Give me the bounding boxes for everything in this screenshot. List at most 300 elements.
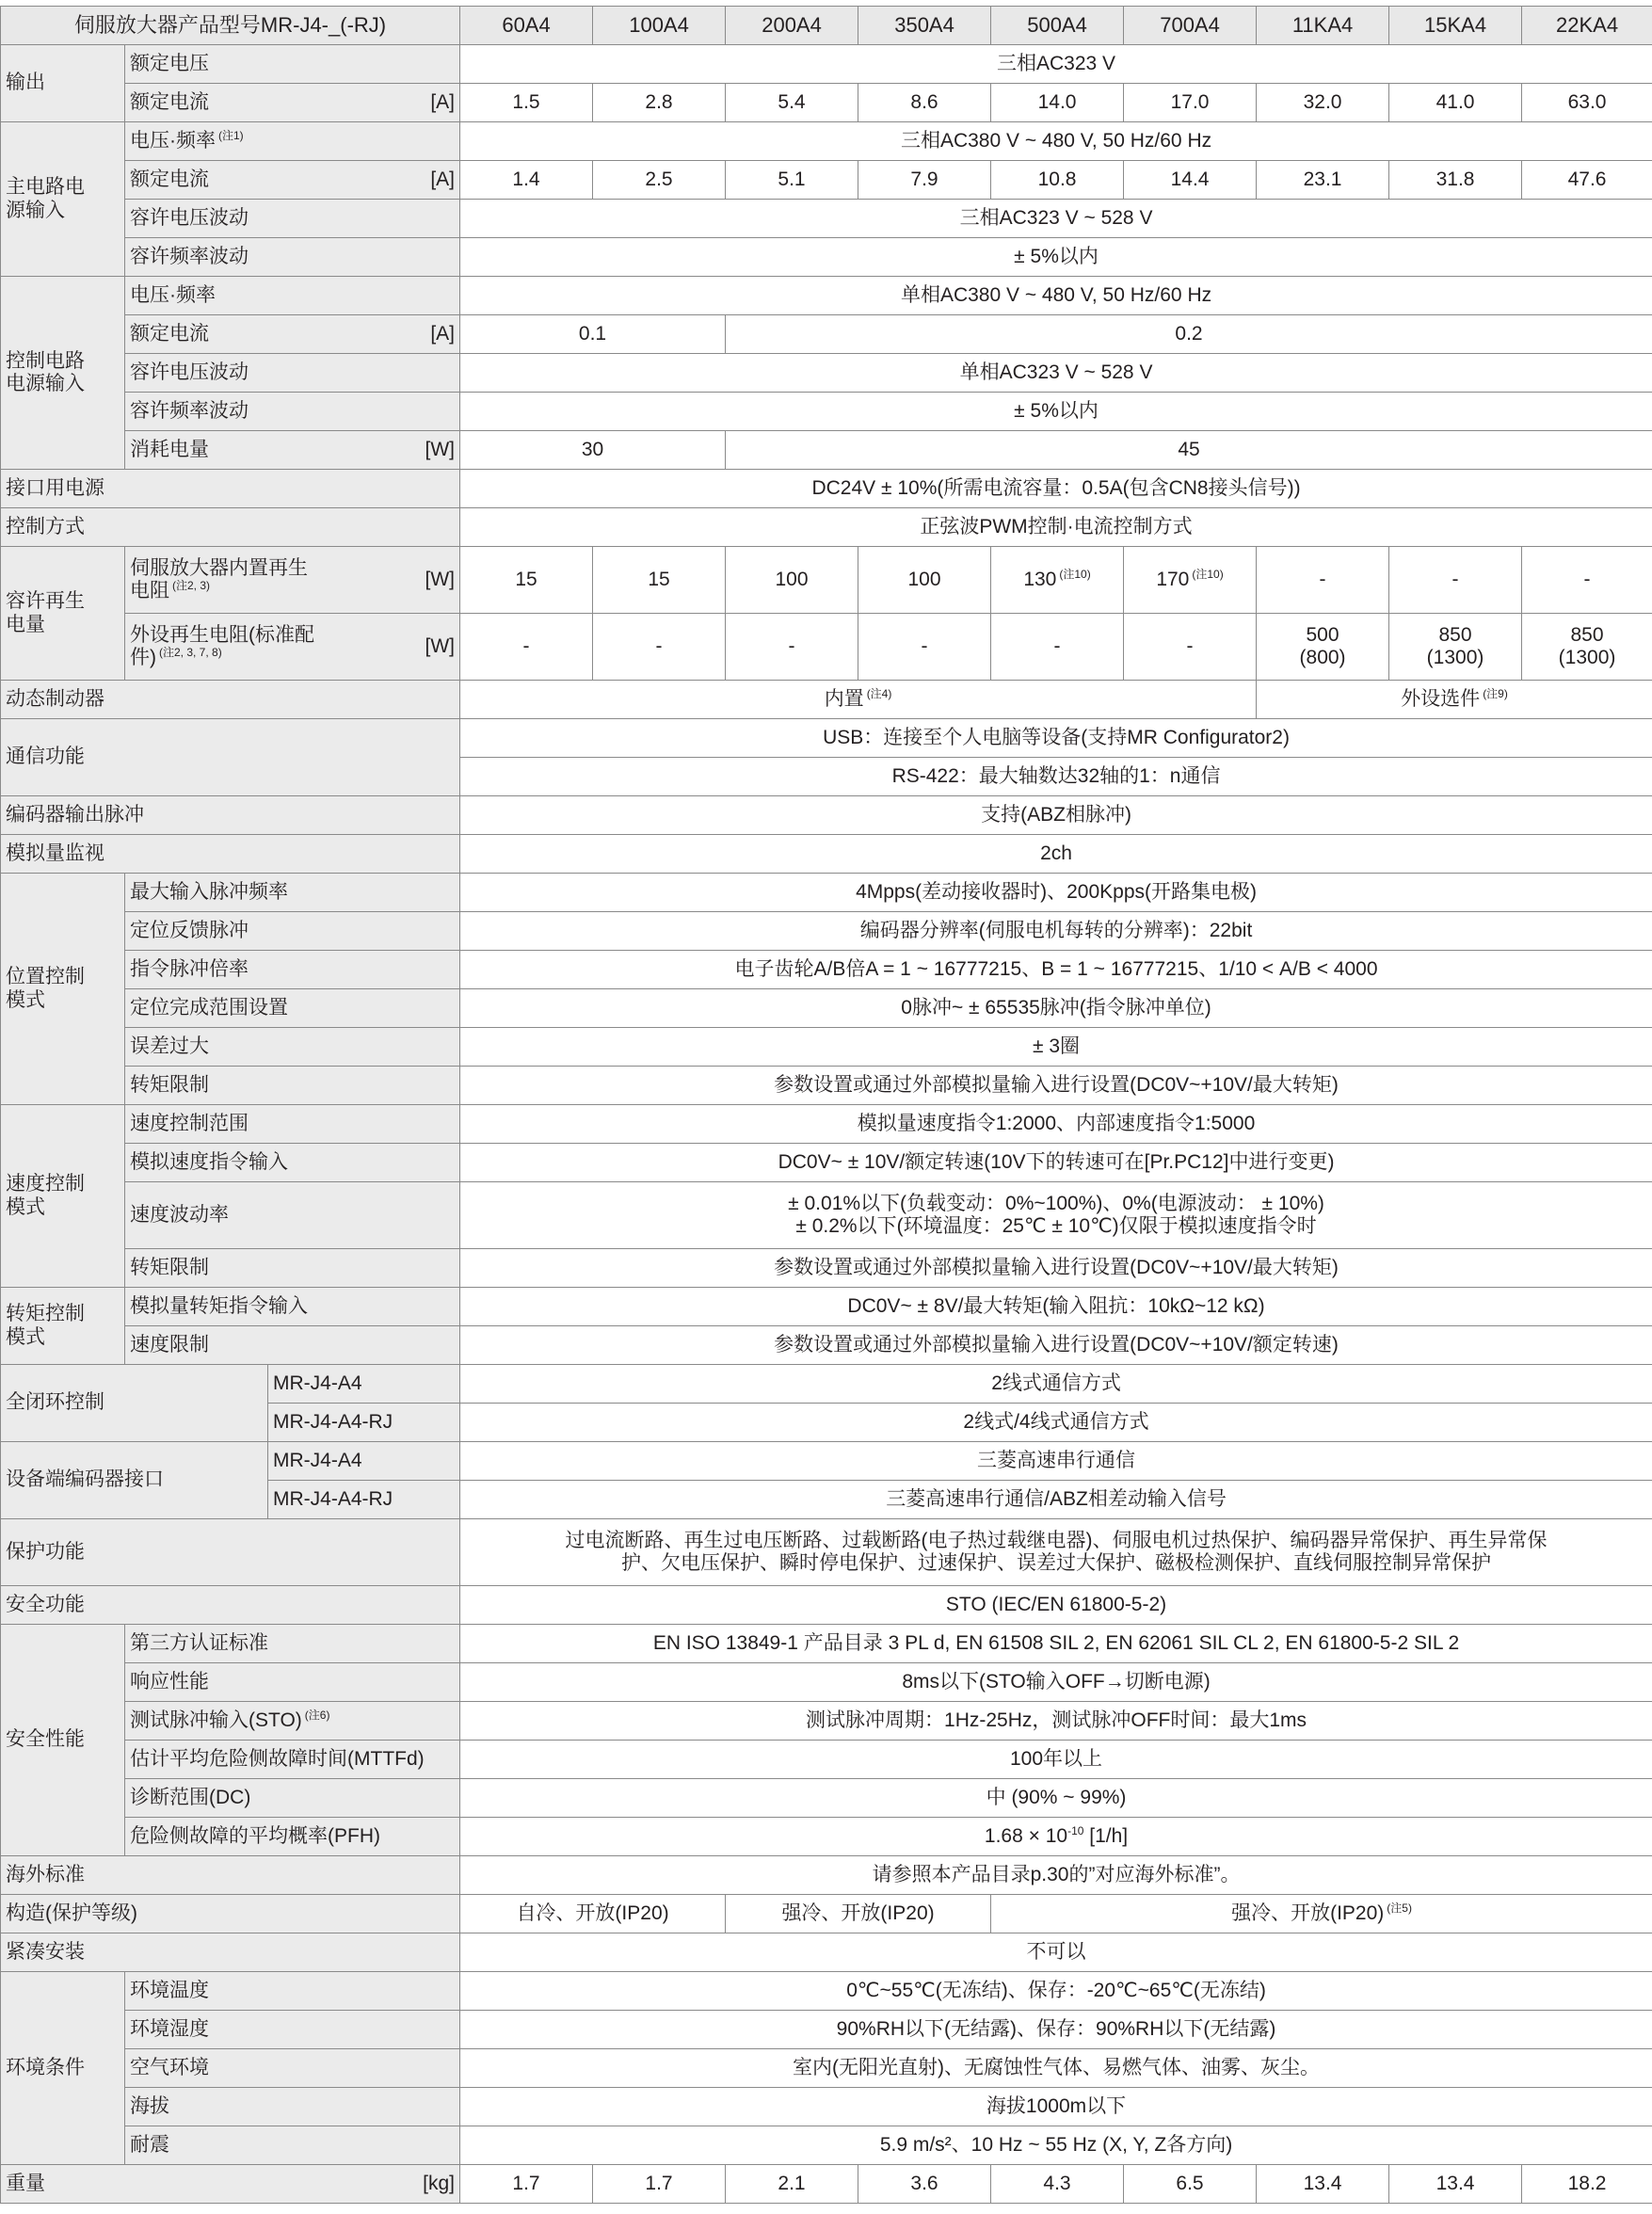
value-cell bbox=[460, 951, 1652, 989]
row-label-wrap bbox=[273, 1488, 455, 1511]
row-label-wrap bbox=[130, 53, 455, 75]
value-text: 单相AC323 V ~ 528 V bbox=[960, 361, 1153, 383]
row-label-wrap bbox=[130, 130, 455, 152]
row-label-text: 容许电压波动 bbox=[130, 207, 249, 229]
value-cell bbox=[1257, 2165, 1389, 2204]
spec-row bbox=[1, 508, 1652, 547]
row-label-wrap bbox=[130, 1204, 455, 1227]
row-label-text: 速度波动率 bbox=[130, 1204, 229, 1226]
value-cell bbox=[460, 1972, 1652, 2011]
row-group-label: 设备端编码器接口 bbox=[1, 1442, 268, 1519]
row-label-wrap bbox=[130, 284, 455, 307]
value-text: 4Mpps(差动接收器时)、200Kpps(开路集电极) bbox=[856, 881, 1257, 903]
value-text: 32.0 bbox=[1304, 91, 1342, 113]
value-text: ± 5%以内 bbox=[1014, 400, 1099, 422]
spec-table-body bbox=[1, 7, 1652, 2204]
value-text: 3.6 bbox=[910, 2173, 938, 2194]
row-group-label: 容许再生 电量 bbox=[1, 547, 125, 681]
value-cell bbox=[460, 2126, 1652, 2165]
row-label-wrap bbox=[6, 1941, 455, 1964]
row-label bbox=[130, 881, 288, 904]
value-cell bbox=[460, 1702, 1652, 1741]
row-label-text: 最大输入脉冲频率 bbox=[130, 881, 288, 903]
footnote-ref: (注2, 3, 7, 8) bbox=[159, 646, 222, 659]
row-label-text: 第三方认证标准 bbox=[130, 1632, 268, 1654]
row-label-text: 容许频率波动 bbox=[130, 246, 249, 267]
row-label-text: 构造(保护等级) bbox=[6, 1902, 137, 1924]
spec-row bbox=[1, 1586, 1652, 1625]
value-text: 自冷、开放(IP20) bbox=[516, 1902, 668, 1924]
value-cell bbox=[991, 161, 1124, 200]
row-label-text: 转矩限制 bbox=[130, 1257, 209, 1278]
model-header-500A4: 500A4 bbox=[991, 7, 1124, 45]
value-text: 41.0 bbox=[1436, 91, 1475, 113]
value-text: - bbox=[1187, 635, 1194, 657]
value-text: 100 bbox=[776, 569, 809, 590]
value-cell bbox=[1257, 681, 1652, 719]
spec-row bbox=[1, 1779, 1652, 1818]
value-text: 2.1 bbox=[778, 2173, 805, 2194]
row-label-cell bbox=[125, 1249, 460, 1288]
value-cell bbox=[460, 277, 1652, 315]
row-label-cell bbox=[125, 614, 460, 681]
value-cell bbox=[460, 1519, 1652, 1586]
spec-row bbox=[1, 122, 1652, 161]
spec-row bbox=[1, 614, 1652, 681]
spec-row bbox=[1, 1144, 1652, 1182]
value-cell bbox=[460, 200, 1652, 238]
row-label bbox=[130, 439, 209, 461]
value-text: 500 (800) bbox=[1300, 624, 1346, 668]
spec-row bbox=[1, 1442, 1652, 1481]
row-label-wrap bbox=[130, 207, 455, 230]
value-cell bbox=[1124, 84, 1257, 122]
row-label-cell bbox=[1, 1586, 460, 1625]
value-text: 7.9 bbox=[910, 168, 938, 190]
value-text: 45 bbox=[1178, 439, 1199, 460]
row-label-text: 接口用电源 bbox=[6, 477, 104, 499]
row-label-wrap bbox=[6, 1902, 455, 1925]
row-label-cell bbox=[1, 796, 460, 835]
row-label bbox=[6, 1941, 85, 1964]
value-cell bbox=[858, 161, 991, 200]
row-label-cell bbox=[125, 1818, 460, 1856]
spec-row bbox=[1, 1326, 1652, 1365]
row-label-cell bbox=[125, 1144, 460, 1182]
value-text: 0.2 bbox=[1175, 323, 1202, 345]
value-cell bbox=[1124, 547, 1257, 614]
model-header-700A4: 700A4 bbox=[1124, 7, 1257, 45]
row-group-label: 输出 bbox=[1, 45, 125, 122]
row-label-wrap bbox=[130, 1074, 455, 1097]
value-cell bbox=[460, 508, 1652, 547]
footnote-ref: (注4) bbox=[867, 687, 892, 700]
spec-row bbox=[1, 238, 1652, 277]
value-text: 90%RH以下(无结露)、保存：90%RH以下(无结露) bbox=[837, 2018, 1276, 2040]
row-label-text: MR-J4-A4-RJ bbox=[273, 1411, 393, 1433]
row-label bbox=[130, 1671, 209, 1693]
row-label-wrap bbox=[6, 688, 455, 711]
spec-row bbox=[1, 1625, 1652, 1663]
value-cell bbox=[726, 161, 858, 200]
value-text: 电子齿轮A/B倍A = 1 ~ 16777215、B = 1 ~ 16777215、1/10 < A/B < 4000 bbox=[735, 958, 1378, 980]
value-cell bbox=[1257, 84, 1389, 122]
value-cell bbox=[1389, 2165, 1522, 2204]
row-label bbox=[130, 207, 249, 230]
row-label-cell bbox=[125, 1779, 460, 1818]
row-label-wrap bbox=[130, 361, 455, 384]
row-label bbox=[6, 842, 104, 865]
row-label bbox=[273, 1411, 393, 1434]
value-cell bbox=[991, 84, 1124, 122]
value-text: - bbox=[1054, 635, 1061, 657]
row-label-wrap bbox=[130, 2018, 455, 2041]
row-label-text: 海拔 bbox=[130, 2095, 169, 2117]
value-cell bbox=[460, 238, 1652, 277]
value-cell bbox=[460, 912, 1652, 951]
value-text: 850 (1300) bbox=[1559, 624, 1616, 668]
row-label-wrap bbox=[130, 400, 455, 423]
row-label-text: 电压·频率 bbox=[130, 284, 216, 306]
spec-row bbox=[1, 2126, 1652, 2165]
footnote-ref: (注9) bbox=[1483, 687, 1508, 700]
value-cell bbox=[460, 161, 593, 200]
value-text: 2ch bbox=[1040, 842, 1072, 864]
model-header-200A4: 200A4 bbox=[726, 7, 858, 45]
value-cell bbox=[858, 614, 991, 681]
value-cell bbox=[726, 547, 858, 614]
value-cell bbox=[460, 2011, 1652, 2049]
row-label bbox=[130, 284, 216, 307]
value-text: 三菱高速串行通信/ABZ相差动输入信号 bbox=[886, 1488, 1227, 1510]
row-label-text: 转矩限制 bbox=[130, 1074, 209, 1096]
value-text: 测试脉冲周期：1Hz-25Hz，测试脉冲OFF时间：最大1ms bbox=[806, 1709, 1307, 1731]
value-text: - bbox=[1584, 569, 1591, 590]
value-text: 31.8 bbox=[1436, 168, 1475, 190]
value-text: - bbox=[922, 635, 928, 657]
unit-label: [W] bbox=[425, 635, 456, 658]
value-cell bbox=[726, 1895, 991, 1933]
row-label bbox=[130, 130, 244, 152]
value-cell bbox=[1257, 161, 1389, 200]
model-header-11KA4: 11KA4 bbox=[1257, 7, 1389, 45]
row-label-wrap bbox=[130, 439, 455, 461]
value-cell bbox=[991, 1895, 1652, 1933]
row-label-text: 容许频率波动 bbox=[130, 400, 249, 422]
value-text: 850 (1300) bbox=[1427, 624, 1484, 668]
row-group-label: 速度控制 模式 bbox=[1, 1105, 125, 1288]
spec-row bbox=[1, 2011, 1652, 2049]
row-label bbox=[130, 1204, 229, 1227]
value-text: 1.68 × 10 bbox=[985, 1825, 1067, 1847]
row-label bbox=[6, 477, 104, 500]
row-label-wrap bbox=[130, 997, 455, 1019]
unit-label: [W] bbox=[425, 439, 456, 461]
row-label-cell bbox=[125, 1028, 460, 1067]
value-cell bbox=[460, 470, 1652, 508]
row-label-cell bbox=[125, 912, 460, 951]
spec-row bbox=[1, 547, 1652, 614]
value-cell bbox=[593, 547, 726, 614]
row-label-cell bbox=[1, 1895, 460, 1933]
row-label-text: 容许电压波动 bbox=[130, 361, 249, 383]
value-cell bbox=[1389, 161, 1522, 200]
row-label-wrap bbox=[6, 1541, 455, 1564]
value-cell bbox=[1522, 161, 1652, 200]
row-label bbox=[130, 1035, 209, 1058]
row-label-cell bbox=[125, 45, 460, 84]
row-label-text: MR-J4-A4 bbox=[273, 1372, 362, 1394]
value-text: 1.7 bbox=[645, 2173, 672, 2194]
unit-label: [W] bbox=[425, 569, 456, 591]
row-label-wrap bbox=[130, 1151, 455, 1174]
model-header-22KA4: 22KA4 bbox=[1522, 7, 1652, 45]
value-text: 63.0 bbox=[1568, 91, 1607, 113]
value-cell bbox=[1257, 547, 1389, 614]
unit-label: [A] bbox=[430, 91, 455, 114]
row-label-wrap bbox=[6, 2173, 455, 2195]
row-group-label: 转矩控制 模式 bbox=[1, 1288, 125, 1365]
value-text: 参数设置或通过外部模拟量输入进行设置(DC0V~+10V/额定转速) bbox=[774, 1334, 1339, 1356]
value-text: 强冷、开放(IP20) bbox=[1231, 1902, 1384, 1924]
value-cell bbox=[460, 1895, 726, 1933]
value-cell bbox=[593, 84, 726, 122]
row-label-cell bbox=[125, 874, 460, 912]
row-label-text: 编码器输出脉冲 bbox=[6, 804, 144, 826]
value-text: 5.1 bbox=[778, 168, 805, 190]
row-label-text: 响应性能 bbox=[130, 1671, 209, 1693]
header-row bbox=[1, 7, 1652, 45]
value-cell bbox=[858, 2165, 991, 2204]
value-text: 三相AC380 V ~ 480 V, 50 Hz/60 Hz bbox=[901, 130, 1211, 152]
row-group-label: 控制电路 电源输入 bbox=[1, 277, 125, 470]
spec-row bbox=[1, 277, 1652, 315]
row-label-text: 定位反馈脉冲 bbox=[130, 920, 249, 941]
row-label-wrap bbox=[130, 1709, 455, 1732]
value-cell bbox=[460, 1856, 1652, 1895]
value-cell bbox=[460, 1067, 1652, 1105]
row-label bbox=[6, 1864, 85, 1886]
value-cell bbox=[460, 719, 1652, 758]
row-label-wrap bbox=[130, 920, 455, 942]
spec-row bbox=[1, 200, 1652, 238]
spec-row bbox=[1, 84, 1652, 122]
value-cell bbox=[991, 547, 1124, 614]
value-text: 三相AC323 V bbox=[997, 53, 1115, 74]
row-label bbox=[6, 804, 144, 826]
row-label-wrap bbox=[130, 1980, 455, 2002]
row-label-wrap bbox=[6, 516, 455, 538]
row-label-text: 模拟量监视 bbox=[6, 842, 104, 864]
value-cell bbox=[1522, 547, 1652, 614]
value-cell bbox=[726, 431, 1652, 470]
value-text: 5.4 bbox=[778, 91, 805, 113]
spec-row bbox=[1, 1933, 1652, 1972]
row-label-wrap bbox=[273, 1372, 455, 1395]
row-label-cell bbox=[1, 1519, 460, 1586]
value-cell bbox=[460, 758, 1652, 796]
value-cell bbox=[593, 614, 726, 681]
spec-row bbox=[1, 315, 1652, 354]
row-label-cell bbox=[125, 1972, 460, 2011]
row-label-text: 估计平均危险侧故障时间(MTTFd) bbox=[130, 1748, 425, 1770]
value-cell bbox=[460, 393, 1652, 431]
value-cell bbox=[460, 2049, 1652, 2088]
row-label bbox=[130, 1074, 209, 1097]
row-label-text: 指令脉冲倍率 bbox=[130, 958, 249, 980]
row-label bbox=[130, 1980, 209, 2002]
value-text: - bbox=[656, 635, 663, 657]
value-cell bbox=[1124, 614, 1257, 681]
row-label-wrap bbox=[130, 1787, 455, 1809]
header-title: 伺服放大器产品型号MR-J4-_(-RJ) bbox=[1, 7, 460, 45]
row-label-text: 额定电压 bbox=[130, 53, 209, 74]
row-label-text: MR-J4-A4-RJ bbox=[273, 1488, 393, 1510]
value-cell bbox=[460, 835, 1652, 874]
value-text: 外设选件 bbox=[1401, 688, 1480, 710]
row-label-cell bbox=[1, 508, 460, 547]
row-label-cell bbox=[268, 1481, 460, 1519]
row-label bbox=[6, 2173, 45, 2195]
spec-row bbox=[1, 354, 1652, 393]
row-label-wrap bbox=[130, 1295, 455, 1318]
row-label-cell bbox=[125, 989, 460, 1028]
value-cell bbox=[460, 547, 593, 614]
value-text: 14.0 bbox=[1038, 91, 1077, 113]
row-label-text: 海外标准 bbox=[6, 1864, 85, 1885]
row-label-text: 额定电流 bbox=[130, 168, 209, 190]
row-label-wrap bbox=[130, 2057, 455, 2079]
row-label bbox=[130, 53, 209, 75]
row-label-text: 电压·频率 bbox=[130, 130, 216, 152]
value-cell bbox=[726, 614, 858, 681]
spec-row bbox=[1, 393, 1652, 431]
row-label bbox=[130, 958, 249, 981]
spec-row bbox=[1, 989, 1652, 1028]
value-cell bbox=[460, 2165, 593, 2204]
unit-label: [A] bbox=[430, 323, 455, 345]
row-label-wrap bbox=[6, 1594, 455, 1616]
value-cell bbox=[460, 1818, 1652, 1856]
row-label-cell bbox=[125, 547, 460, 614]
row-label-text: 额定电流 bbox=[130, 323, 209, 345]
row-label-wrap bbox=[130, 1825, 455, 1848]
spec-row bbox=[1, 1028, 1652, 1067]
value-cell bbox=[593, 2165, 726, 2204]
row-label-cell bbox=[125, 1663, 460, 1702]
row-label-wrap bbox=[130, 1671, 455, 1693]
spec-row bbox=[1, 161, 1652, 200]
model-header-15KA4: 15KA4 bbox=[1389, 7, 1522, 45]
spec-row bbox=[1, 2088, 1652, 2126]
spec-row bbox=[1, 681, 1652, 719]
row-label-wrap bbox=[130, 557, 455, 602]
row-label-wrap bbox=[130, 1334, 455, 1356]
row-label-cell bbox=[125, 84, 460, 122]
row-label-text: 空气环境 bbox=[130, 2057, 209, 2078]
value-text: 13.4 bbox=[1304, 2173, 1342, 2194]
value-text: 0脉冲~ ± 65535脉冲(指令脉冲单位) bbox=[901, 997, 1211, 1019]
value-text: 30 bbox=[582, 439, 603, 460]
footnote-ref: (注6) bbox=[305, 1709, 330, 1722]
row-label-cell bbox=[125, 2088, 460, 2126]
row-label-cell bbox=[268, 1404, 460, 1442]
value-text: 2线式/4线式通信方式 bbox=[963, 1411, 1148, 1433]
row-label bbox=[6, 1902, 137, 1925]
spec-row bbox=[1, 1182, 1652, 1249]
spec-row bbox=[1, 1895, 1652, 1933]
value-cell bbox=[460, 1028, 1652, 1067]
value-cell bbox=[460, 45, 1652, 84]
row-label-text: 外设再生电阻(标准配 件) bbox=[130, 624, 314, 668]
value-cell bbox=[460, 2088, 1652, 2126]
value-cell bbox=[460, 1182, 1652, 1249]
row-label bbox=[130, 323, 209, 345]
row-label bbox=[130, 1709, 329, 1732]
spec-row bbox=[1, 2049, 1652, 2088]
spec-row bbox=[1, 1741, 1652, 1779]
row-label bbox=[130, 1113, 249, 1135]
value-text: 17.0 bbox=[1171, 91, 1210, 113]
row-label bbox=[6, 1594, 85, 1616]
value-text: 2.5 bbox=[645, 168, 672, 190]
spec-row bbox=[1, 1067, 1652, 1105]
value-text: DC24V ± 10%(所需电流容量：0.5A(包含CN8接头信号)) bbox=[811, 477, 1300, 499]
value-cell bbox=[460, 1663, 1652, 1702]
value-cell bbox=[460, 1288, 1652, 1326]
value-cell bbox=[858, 84, 991, 122]
row-label-text: 误差过大 bbox=[130, 1035, 209, 1057]
footnote-ref: (注2, 3) bbox=[172, 579, 210, 592]
value-text: - bbox=[1320, 569, 1326, 590]
value-cell bbox=[460, 796, 1652, 835]
value-text: 强冷、开放(IP20) bbox=[781, 1902, 934, 1924]
value-text: 不可以 bbox=[1027, 1941, 1086, 1963]
value-text: RS-422：最大轴数达32轴的1：n通信 bbox=[892, 765, 1221, 787]
value-text: 2.8 bbox=[645, 91, 672, 113]
row-label bbox=[130, 168, 209, 191]
row-label-wrap bbox=[130, 2134, 455, 2157]
row-label-wrap bbox=[130, 958, 455, 981]
row-label-text: 消耗电量 bbox=[130, 439, 209, 460]
value-text: 47.6 bbox=[1568, 168, 1607, 190]
row-label-wrap bbox=[130, 1257, 455, 1279]
row-label-text: 环境温度 bbox=[130, 1980, 209, 2001]
value-text: 支持(ABZ相脉冲) bbox=[981, 804, 1131, 826]
row-label-text: 控制方式 bbox=[6, 516, 85, 537]
row-label-cell bbox=[125, 238, 460, 277]
row-label-text: 额定电流 bbox=[130, 91, 209, 113]
row-label-wrap bbox=[130, 168, 455, 191]
row-label-cell bbox=[125, 1741, 460, 1779]
row-label-text: 保护功能 bbox=[6, 1541, 85, 1563]
value-cell bbox=[460, 614, 593, 681]
value-text: 1.7 bbox=[512, 2173, 539, 2194]
row-label-cell bbox=[125, 431, 460, 470]
value-text: 1.4 bbox=[512, 168, 539, 190]
spec-row bbox=[1, 2165, 1652, 2204]
value-text: 18.2 bbox=[1568, 2173, 1607, 2194]
row-label-text: 伺服放大器内置再生 电阻 bbox=[130, 557, 308, 602]
row-label-cell bbox=[125, 277, 460, 315]
spec-row bbox=[1, 1702, 1652, 1741]
spec-table bbox=[0, 6, 1652, 2204]
spec-row bbox=[1, 1519, 1652, 1586]
row-label bbox=[130, 2095, 169, 2118]
value-text: 23.1 bbox=[1304, 168, 1342, 190]
spec-row bbox=[1, 1663, 1652, 1702]
value-text: ± 5%以内 bbox=[1014, 246, 1099, 267]
